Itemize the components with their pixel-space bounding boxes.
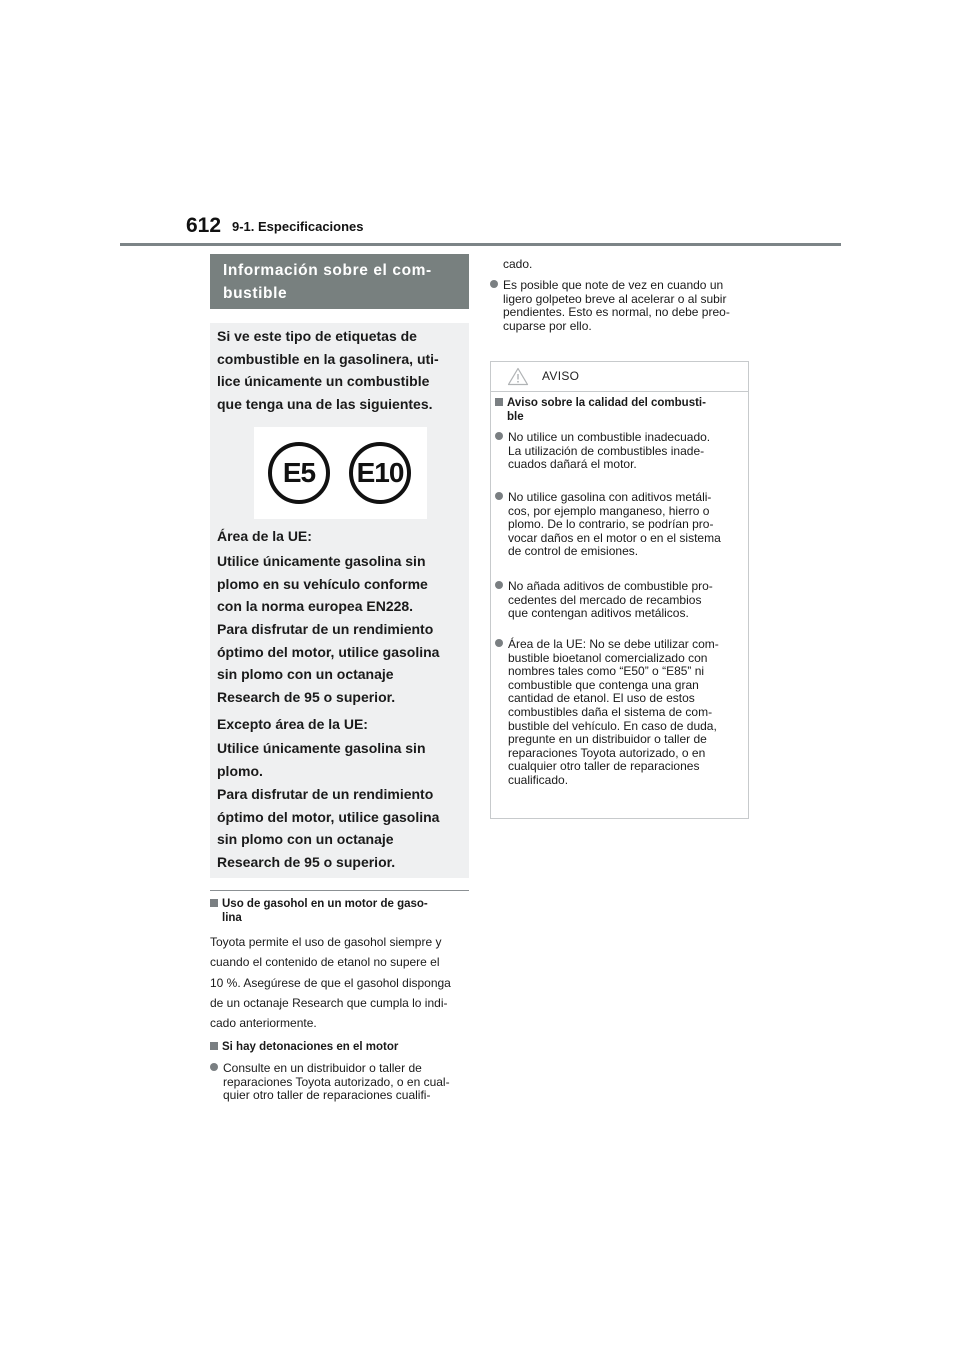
notice-heading-text: Aviso sobre la calidad del combusti- ble <box>507 397 706 423</box>
circle-bullet-icon <box>495 639 503 647</box>
knock-bullet-2-text: Es posible que note de vez en cuando un ligero golpeteo breve al acelerar o al subir pendientes. Esto es normal, no debe preo- cuparse por ello. <box>503 278 730 333</box>
section-heading-band <box>210 254 469 309</box>
gasohol-heading-text: Uso de gasohol en un motor de gaso- lina <box>222 898 428 924</box>
notice-bullet-4-text: Área de la UE: No se debe utilizar com- bustible bioetanol comercializado con nombres tales como “E50” o “E85” ni combustible que contenga una gran cantidad de etanol. El uso de estos combustibles daña el sistema de com- bustible del vehículo. En caso de duda, pregunte en un distribuidor o taller de reparaciones Toyota autorizado, o en cualquier otro taller de reparaciones cualificado. <box>508 637 719 787</box>
non-eu-area-text-1: Utilice únicamente gasolina sin plomo. <box>217 740 426 779</box>
circle-bullet-icon <box>495 581 503 589</box>
notice-heading <box>495 397 745 424</box>
page-number: 612 <box>186 214 222 237</box>
eu-area-text-2: Para disfrutar de un rendimiento óptimo del motor, utilice gasolina sin plomo con un octanaje Research de 95 o superior. <box>217 621 440 705</box>
section-divider <box>210 890 469 891</box>
notice-bullet-2-text: No utilice gasolina con aditivos metáli- cos, por ejemplo manganeso, hierro o plomo. De lo contrario, se podrían pro- vocar daños en el motor o en el sistema de control de emisiones. <box>508 490 721 559</box>
gasohol-heading <box>210 898 470 925</box>
circle-bullet-icon <box>490 280 498 288</box>
knock-bullet-2 <box>490 279 752 333</box>
section-heading: Información sobre el com- bustible <box>223 262 432 302</box>
non-eu-area-text-2: Para disfrutar de un rendimiento óptimo del motor, utilice gasolina sin plomo con un octanaje Research de 95 o superior. <box>217 786 440 870</box>
knock-bullet-1 <box>210 1062 472 1103</box>
knock-bullet-1-text: Consulte en un distribuidor o taller de reparaciones Toyota autorizado, o en cual- quier otro taller de reparaciones cualifi- <box>223 1061 450 1103</box>
eu-area-text-1: Utilice únicamente gasolina sin plomo en su vehículo conforme con la norma europea EN228. <box>217 553 428 614</box>
notice-header <box>491 362 748 392</box>
fuel-info-box <box>210 323 469 878</box>
square-bullet-icon <box>210 1042 218 1050</box>
circle-bullet-icon <box>495 492 503 500</box>
fuel-intro-text: Si ve este tipo de etiquetas de combustible en la gasolinera, uti- lice únicamente un combustible que tenga una de las siguientes. <box>217 328 439 412</box>
e5-label-icon: E5 <box>268 442 330 504</box>
eu-area-title: Área de la UE: <box>217 528 312 544</box>
section-title: 9-1. Especificaciones <box>232 219 364 234</box>
notice-bullet-2 <box>495 491 747 559</box>
circle-bullet-icon <box>210 1063 218 1071</box>
notice-bullet-4 <box>495 638 747 788</box>
notice-label: AVISO <box>542 369 580 383</box>
notice-bullet-3 <box>495 580 747 621</box>
notice-bullet-3-text: No añada aditivos de combustible pro- cedentes del mercado de recambios que contengan aditivos metálicos. <box>508 579 713 621</box>
warning-triangle-icon <box>507 367 529 386</box>
notice-bullet-1-text: No utilice un combustible inadecuado. La utilización de combustibles inade- cuados dañará el motor. <box>508 430 711 472</box>
fuel-label-image <box>254 427 427 519</box>
knock-heading <box>210 1041 470 1055</box>
non-eu-area-title: Excepto área de la UE: <box>217 716 368 732</box>
square-bullet-icon <box>495 398 503 406</box>
notice-bullet-1 <box>495 431 747 472</box>
gasohol-body: Toyota permite el uso de gasohol siempre y cuando el contenido de etanol no supere el 10 %. Asegúrese de que el gasohol disponga de un octanaje Research que cumpla lo indi- cado anteriormente. <box>210 935 451 1031</box>
e10-label-icon: E10 <box>349 442 411 504</box>
square-bullet-icon <box>210 899 218 907</box>
knock-bullet-1-continued: cado. <box>503 257 533 271</box>
notice-box <box>490 361 749 819</box>
knock-heading-text: Si hay detonaciones en el motor <box>222 1041 399 1053</box>
circle-bullet-icon <box>495 432 503 440</box>
header-rule <box>120 243 841 246</box>
